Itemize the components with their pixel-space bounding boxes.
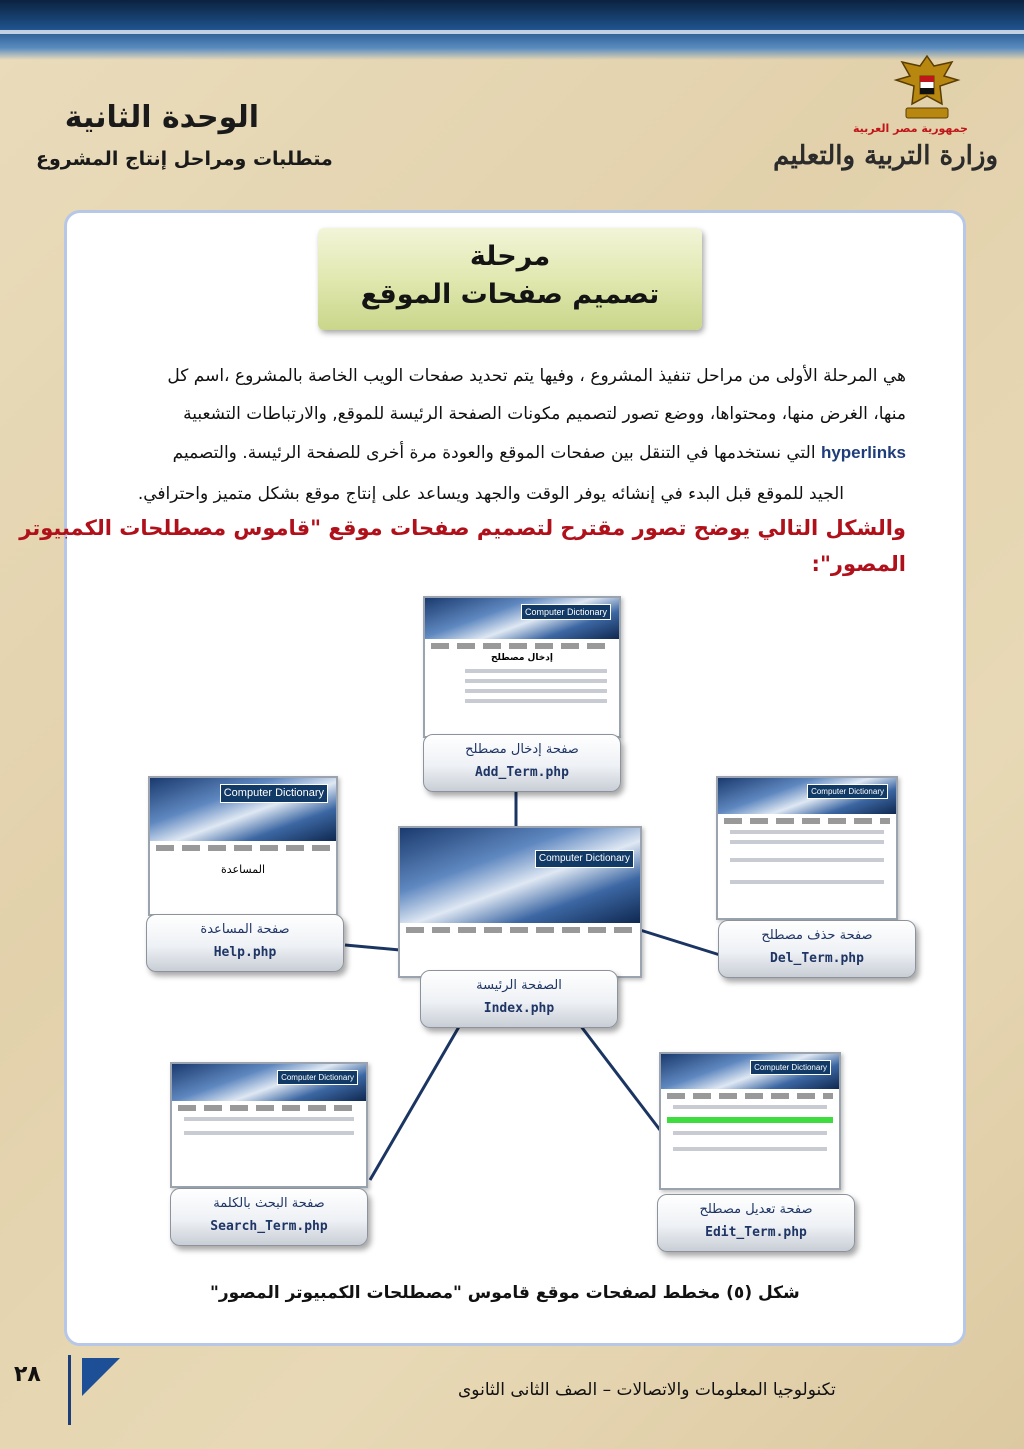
caption-edit-term [657,1194,855,1252]
nav-bar [156,845,330,851]
nav-bar [178,1105,360,1111]
connector-help [345,945,400,950]
caption-label: صفحة حذف مصطلح [761,928,873,943]
caption-label: صفحة البحث بالكلمة [213,1196,325,1211]
index-screenshot [398,826,642,978]
connector-del [640,930,720,955]
dictionary-logo: Computer Dictionary [535,850,634,868]
form-field [465,699,607,703]
phase-line-1: مرحلة [469,241,551,272]
table-row [730,880,884,884]
table-header-bar [667,1117,833,1123]
caption-index [420,970,618,1028]
caption-file: Index.php [483,1001,555,1016]
unit-title: الوحدة الثانية [64,100,259,135]
table-row [673,1131,827,1135]
footer-text: تكنولوجيا المعلومات والاتصالات – الصف الثانى الثانوى [458,1380,836,1400]
figure-caption: شكل (٥) مخطط لصفحات موقع قاموس "مصطلحات الكمبيوتر المصور" [210,1283,800,1303]
table-row [730,830,884,834]
dictionary-logo: Computer Dictionary [220,784,328,803]
caption-add-term [423,734,621,792]
caption-file: Edit_Term.php [705,1225,807,1240]
phase-line-2: تصميم صفحات الموقع [360,279,660,310]
body-line-4: الجيد للموقع قبل البدء في إنشائه يوفر الوقت والجهد ويساعد على إنتاج موقع بشكل متميز واحترافي. [137,484,844,504]
form-field [465,669,607,673]
nav-bar [724,818,890,824]
caption-label: صفحة إدخال مصطلح [465,742,579,757]
del-term-screenshot [716,776,898,920]
caption-del-term [718,920,916,978]
connector-edit [580,1025,660,1130]
form-field [465,689,607,693]
caption-label: صفحة المساعدة [200,922,290,937]
dictionary-logo: Computer Dictionary [277,1070,358,1085]
caption-file: Help.php [213,945,277,960]
caption-label: الصفحة الرئيسة [476,978,562,993]
nav-bar [431,643,613,649]
search-term-screenshot [170,1062,368,1188]
connector-search [370,1025,460,1180]
dictionary-logo: Computer Dictionary [750,1060,831,1075]
page-number: ٢٨ [14,1362,41,1387]
figure-intro-2: المصور": [811,552,906,576]
ministry-top-text: جمهورية مصر العربية [853,122,968,135]
footer-divider [68,1355,71,1425]
nav-bar [667,1093,833,1099]
caption-file: Del_Term.php [770,951,864,966]
ministry-logo-text: وزارة التربية والتعليم [773,141,998,171]
caption-label: صفحة تعديل مصطلح [699,1202,813,1217]
unit-subtitle: متطلبات ومراحل إنتاج المشروع [36,148,333,170]
caption-file: Search_Term.php [210,1219,328,1234]
edit-term-screenshot [659,1052,841,1190]
table-row [730,840,884,844]
dictionary-logo: Computer Dictionary [521,604,611,620]
form-field [465,679,607,683]
body-line-3-text: التي نستخدمها في التنقل بين صفحات الموقع والعودة مرة أخرى للصفحة الرئيسة. والتصميم [172,443,816,463]
body-line-2: منها، الغرض منها، ومحتواها، ووضع تصور لتصميم مكونات الصفحة الرئيسة للموقع, والارتباطات التشعبية [183,404,906,424]
figure-intro-1: والشكل التالي يوضح تصور مقترح لتصميم صفحات موقع "قاموس مصطلحات الكمبيوتر [19,516,906,540]
footer-corner-decoration [82,1358,120,1396]
hyperlinks-keyword: hyperlinks [820,443,906,462]
nav-bar [406,927,634,933]
table-row [673,1147,827,1151]
help-screenshot [148,776,338,916]
body-line-1: هي المرحلة الأولى من مراحل تنفيذ المشروع ، وفيها يتم تحديد صفحات الويب الخاصة بالمشروع ،اسم كل [167,366,906,386]
caption-file: Add_Term.php [475,765,569,780]
table-row [184,1117,354,1121]
dictionary-logo: Computer Dictionary [807,784,888,799]
caption-help [146,914,344,972]
table-row [730,858,884,862]
add-term-screenshot [423,596,621,738]
table-row [673,1105,827,1109]
caption-search-term [170,1188,368,1246]
add-term-heading: إدخال مصطلح [491,653,553,664]
help-heading: المساعدة [220,862,266,876]
table-row [184,1131,354,1135]
